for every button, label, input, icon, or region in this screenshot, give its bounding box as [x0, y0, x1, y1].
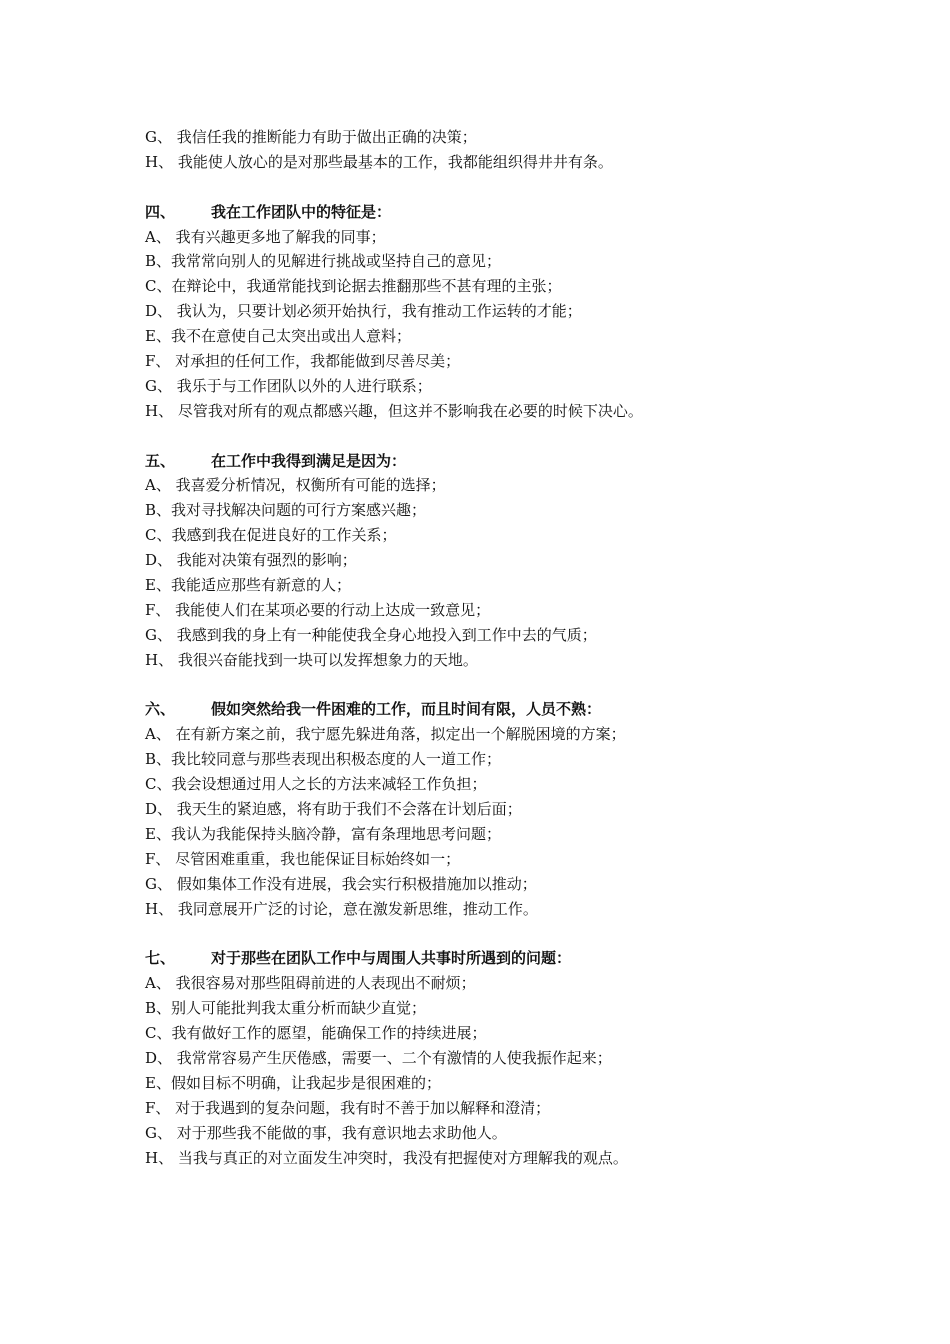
list-item: G、 我信任我的推断能力有助于做出正确的决策；: [145, 128, 477, 146]
section-spacer: [145, 424, 845, 449]
section-6: [145, 697, 845, 921]
section-heading: [145, 946, 845, 971]
list-item: F、 尽管困难重重，我也能保证目标始终如一；: [145, 849, 461, 868]
list-item: A、 在有新方案之前，我宁愿先躲进角落，拟定出一个解脱困境的方案；: [145, 725, 626, 744]
section-4: [145, 200, 845, 424]
list-item: B、我常常向别人的见解进行挑战或坚持自己的意见；: [145, 252, 502, 271]
list-item: G、 对于那些我不能做的事，我有意识地去求助他人。: [145, 1123, 507, 1142]
section-title: 我在工作团队中的特征是：: [211, 202, 392, 221]
list-item: B、我对寻找解决问题的可行方案感兴趣；: [145, 501, 427, 520]
list-item: F、 我能使人们在某项必要的行动上达成一致意见；: [145, 600, 491, 619]
list-item: E、我能适应那些有新意的人；: [145, 576, 351, 595]
section-continued: [145, 125, 845, 175]
list-item: G、 假如集体工作没有进展，我会实行积极措施加以推动；: [145, 874, 537, 893]
list-item: A、 我有兴趣更多地了解我的同事；: [145, 227, 386, 246]
list-item: E、假如目标不明确，让我起步是很困难的；: [145, 1073, 441, 1092]
list-item: G、 我感到我的身上有一种能使我全身心地投入到工作中去的气质；: [145, 625, 597, 644]
list-item: E、我认为我能保持头脑冷静，富有条理地思考问题；: [145, 824, 501, 843]
list-item: A、 我很容易对那些阻碍前进的人表现出不耐烦；: [145, 974, 476, 993]
section-heading: [145, 697, 845, 722]
list-item: H、 我能使人放心的是对那些最基本的工作，我都能组织得井井有条。: [145, 152, 613, 171]
document-page: [145, 125, 845, 1170]
list-item: C、在辩论中，我通常能找到论据去推翻那些不甚有理的主张；: [145, 277, 562, 296]
list-item: G、 我乐于与工作团队以外的人进行联系；: [145, 376, 432, 395]
section-spacer: [145, 673, 845, 698]
list-item: D、 我能对决策有强烈的影响；: [145, 551, 357, 570]
section-5: [145, 449, 845, 673]
list-item: F、 对于我遇到的复杂问题，我有时不善于加以解释和澄清；: [145, 1098, 551, 1117]
list-item: C、我感到我在促进良好的工作关系；: [145, 526, 397, 545]
list-item: D、 我认为，只要计划必须开始执行，我有推动工作运转的才能；: [145, 302, 582, 321]
section-spacer: [145, 922, 845, 947]
section-title: 假如突然给我一件困难的工作，而且时间有限，人员不熟：: [211, 700, 602, 719]
list-item: D、 我天生的紧迫感，将有助于我们不会落在计划后面；: [145, 800, 522, 819]
section-title: 对于那些在团队工作中与周围人共事时所遇到的问题：: [211, 949, 572, 968]
list-item: C、我会设想通过用人之长的方法来减轻工作负担；: [145, 775, 487, 794]
section-7: [145, 946, 845, 1170]
list-item: B、别人可能批判我太重分析而缺少直觉；: [145, 999, 427, 1018]
list-item: E、我不在意使自己太突出或出人意料；: [145, 327, 411, 346]
section-heading: [145, 449, 845, 474]
list-item: H、 当我与真正的对立面发生冲突时，我没有把握使对方理解我的观点。: [145, 1148, 628, 1167]
section-number: 七、: [145, 949, 176, 968]
section-heading: [145, 200, 845, 225]
list-item: A、 我喜爱分析情况，权衡所有可能的选择；: [145, 476, 446, 495]
list-item: D、 我常常容易产生厌倦感，需要一、二个有激情的人使我振作起来；: [145, 1048, 612, 1067]
list-item: F、 对承担的任何工作，我都能做到尽善尽美；: [145, 352, 461, 371]
list-item: B、我比较同意与那些表现出积极态度的人一道工作；: [145, 750, 502, 769]
section-number: 五、: [145, 451, 176, 470]
list-item: C、我有做好工作的愿望，能确保工作的持续进展；: [145, 1024, 487, 1043]
section-spacer: [145, 175, 845, 200]
list-item: H、 尽管我对所有的观点都感兴趣，但这并不影响我在必要的时候下决心。: [145, 401, 643, 420]
section-title: 在工作中我得到满足是因为：: [211, 451, 407, 470]
section-number: 六、: [145, 700, 176, 719]
list-item: H、 我很兴奋能找到一块可以发挥想象力的天地。: [145, 650, 478, 669]
section-number: 四、: [145, 202, 176, 221]
list-item: H、 我同意展开广泛的讨论，意在激发新思维，推动工作。: [145, 899, 538, 918]
